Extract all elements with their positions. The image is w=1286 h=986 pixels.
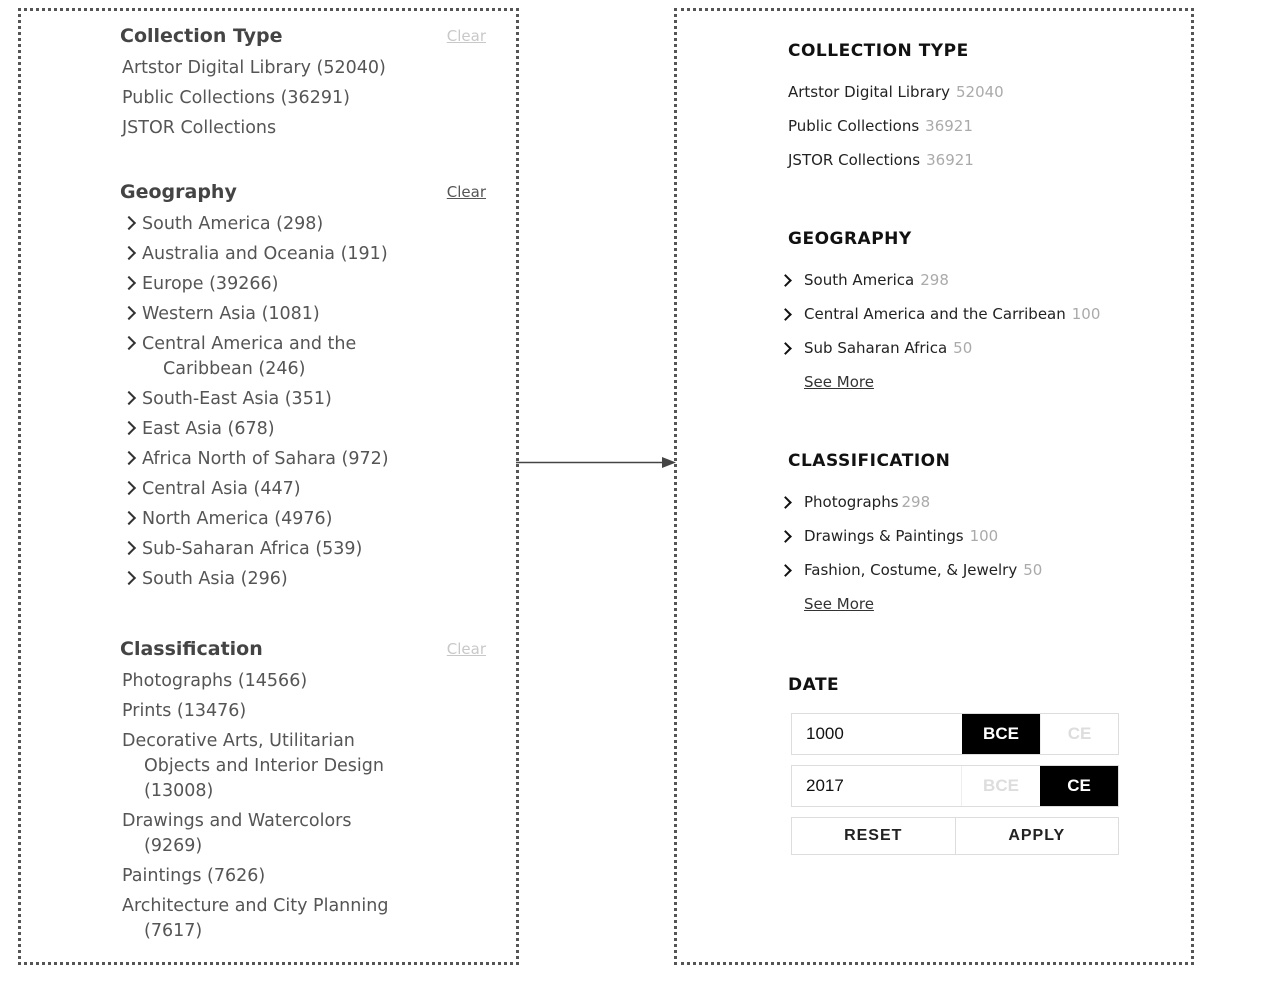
- date-end-input[interactable]: [792, 766, 962, 806]
- left-geography-item[interactable]: East Asia (678): [120, 417, 486, 442]
- right-date-title: DATE: [788, 675, 840, 695]
- left-geography-item[interactable]: Sub-Saharan Africa (539): [120, 537, 486, 562]
- chevron-right-icon: [779, 496, 792, 509]
- date-end-row: [791, 765, 1119, 807]
- left-geography-clear-link[interactable]: Clear: [446, 183, 486, 201]
- chevron-right-icon: [122, 451, 136, 465]
- left-geography-item[interactable]: Europe (39266): [120, 272, 486, 297]
- chevron-right-icon: [122, 391, 136, 405]
- chevron-right-icon: [122, 541, 136, 555]
- chevron-right-icon: [122, 336, 136, 350]
- left-classification-section: [120, 638, 486, 944]
- right-classification-title: CLASSIFICATION: [788, 451, 951, 471]
- left-geography-item[interactable]: North America (4976): [120, 507, 486, 532]
- right-classification-item[interactable]: Fashion, Costume, & Jewelry 50: [788, 560, 1148, 594]
- chevron-right-icon: [122, 306, 136, 320]
- chevron-right-icon: [779, 342, 792, 355]
- right-collection-item[interactable]: JSTOR Collections 36921: [788, 151, 974, 169]
- left-collection-item[interactable]: JSTOR Collections: [122, 118, 277, 138]
- chevron-right-icon: [122, 216, 136, 230]
- chevron-right-icon: [779, 564, 792, 577]
- right-collection-item[interactable]: Artstor Digital Library 52040: [788, 83, 1004, 101]
- right-classification-section: [788, 451, 1148, 613]
- left-classification-item[interactable]: Architecture and City Planning (7617): [122, 896, 389, 941]
- right-date-section: [788, 675, 1148, 695]
- right-collection-type-title: COLLECTION TYPE: [788, 41, 969, 61]
- right-collection-item[interactable]: Public Collections 36921: [788, 117, 973, 135]
- geography-see-more-link[interactable]: See More: [804, 373, 874, 391]
- chevron-right-icon: [122, 571, 136, 585]
- left-classification-title: Classification: [120, 638, 263, 660]
- right-collection-type-section: [788, 41, 1148, 184]
- left-classification-item[interactable]: Paintings (7626): [122, 866, 266, 886]
- left-collection-type-title: Collection Type: [120, 25, 283, 47]
- date-start-input[interactable]: [792, 714, 962, 754]
- left-geography-item[interactable]: Central Asia (447): [120, 477, 486, 502]
- right-classification-item[interactable]: Drawings & Paintings 100: [788, 526, 1148, 560]
- left-collection-type-clear-link[interactable]: Clear: [446, 27, 486, 45]
- left-classification-item[interactable]: Drawings and Watercolors (9269): [122, 811, 352, 856]
- right-geography-item[interactable]: South America 298: [788, 270, 1148, 304]
- date-end-bce-toggle[interactable]: BCE: [962, 766, 1040, 806]
- chevron-right-icon: [122, 246, 136, 260]
- right-geography-title: GEOGRAPHY: [788, 229, 912, 249]
- chevron-right-icon: [122, 276, 136, 290]
- left-classification-item[interactable]: Photographs (14566): [122, 671, 308, 691]
- date-start-bce-toggle[interactable]: BCE: [962, 714, 1040, 754]
- date-start-row: [791, 713, 1119, 755]
- date-start-ce-toggle[interactable]: CE: [1040, 714, 1118, 754]
- apply-button[interactable]: APPLY: [956, 817, 1120, 855]
- left-collection-type-section: [120, 25, 486, 141]
- chevron-right-icon: [122, 481, 136, 495]
- right-geography-item[interactable]: Central America and the Carribean 100: [788, 304, 1148, 338]
- left-geography-item[interactable]: Africa North of Sahara (972): [120, 447, 486, 472]
- left-classification-item[interactable]: Decorative Arts, Utilitarian Objects and Interior Design (13008): [122, 731, 384, 801]
- left-collection-item[interactable]: Public Collections (36291): [122, 88, 350, 108]
- left-geography-item[interactable]: South Asia (296): [120, 567, 486, 592]
- right-geography-item[interactable]: Sub Saharan Africa 50: [788, 338, 1148, 372]
- arrow-right-icon: [516, 455, 676, 471]
- left-collection-item[interactable]: Artstor Digital Library (52040): [122, 58, 386, 78]
- classification-see-more-link[interactable]: See More: [804, 595, 874, 613]
- right-geography-section: [788, 229, 1148, 391]
- left-geography-item[interactable]: South America (298): [120, 212, 486, 237]
- left-geography-item[interactable]: Australia and Oceania (191): [120, 242, 486, 267]
- chevron-right-icon: [122, 511, 136, 525]
- new-filter-panel: [674, 8, 1194, 965]
- chevron-right-icon: [779, 530, 792, 543]
- left-geography-section: [120, 181, 486, 592]
- reset-button[interactable]: RESET: [791, 817, 956, 855]
- old-filter-panel: [18, 8, 519, 965]
- date-end-ce-toggle[interactable]: CE: [1040, 766, 1118, 806]
- left-geography-item[interactable]: Western Asia (1081): [120, 302, 486, 327]
- chevron-right-icon: [779, 274, 792, 287]
- left-classification-item[interactable]: Prints (13476): [122, 701, 247, 721]
- left-geography-item[interactable]: Central America and the Caribbean (246): [120, 332, 392, 382]
- chevron-right-icon: [122, 421, 136, 435]
- right-classification-item[interactable]: Photographs 298: [788, 492, 1148, 526]
- left-geography-title: Geography: [120, 181, 237, 203]
- date-action-buttons: [791, 817, 1119, 855]
- left-geography-item[interactable]: South-East Asia (351): [120, 387, 486, 412]
- chevron-right-icon: [779, 308, 792, 321]
- left-classification-clear-link[interactable]: Clear: [446, 640, 486, 658]
